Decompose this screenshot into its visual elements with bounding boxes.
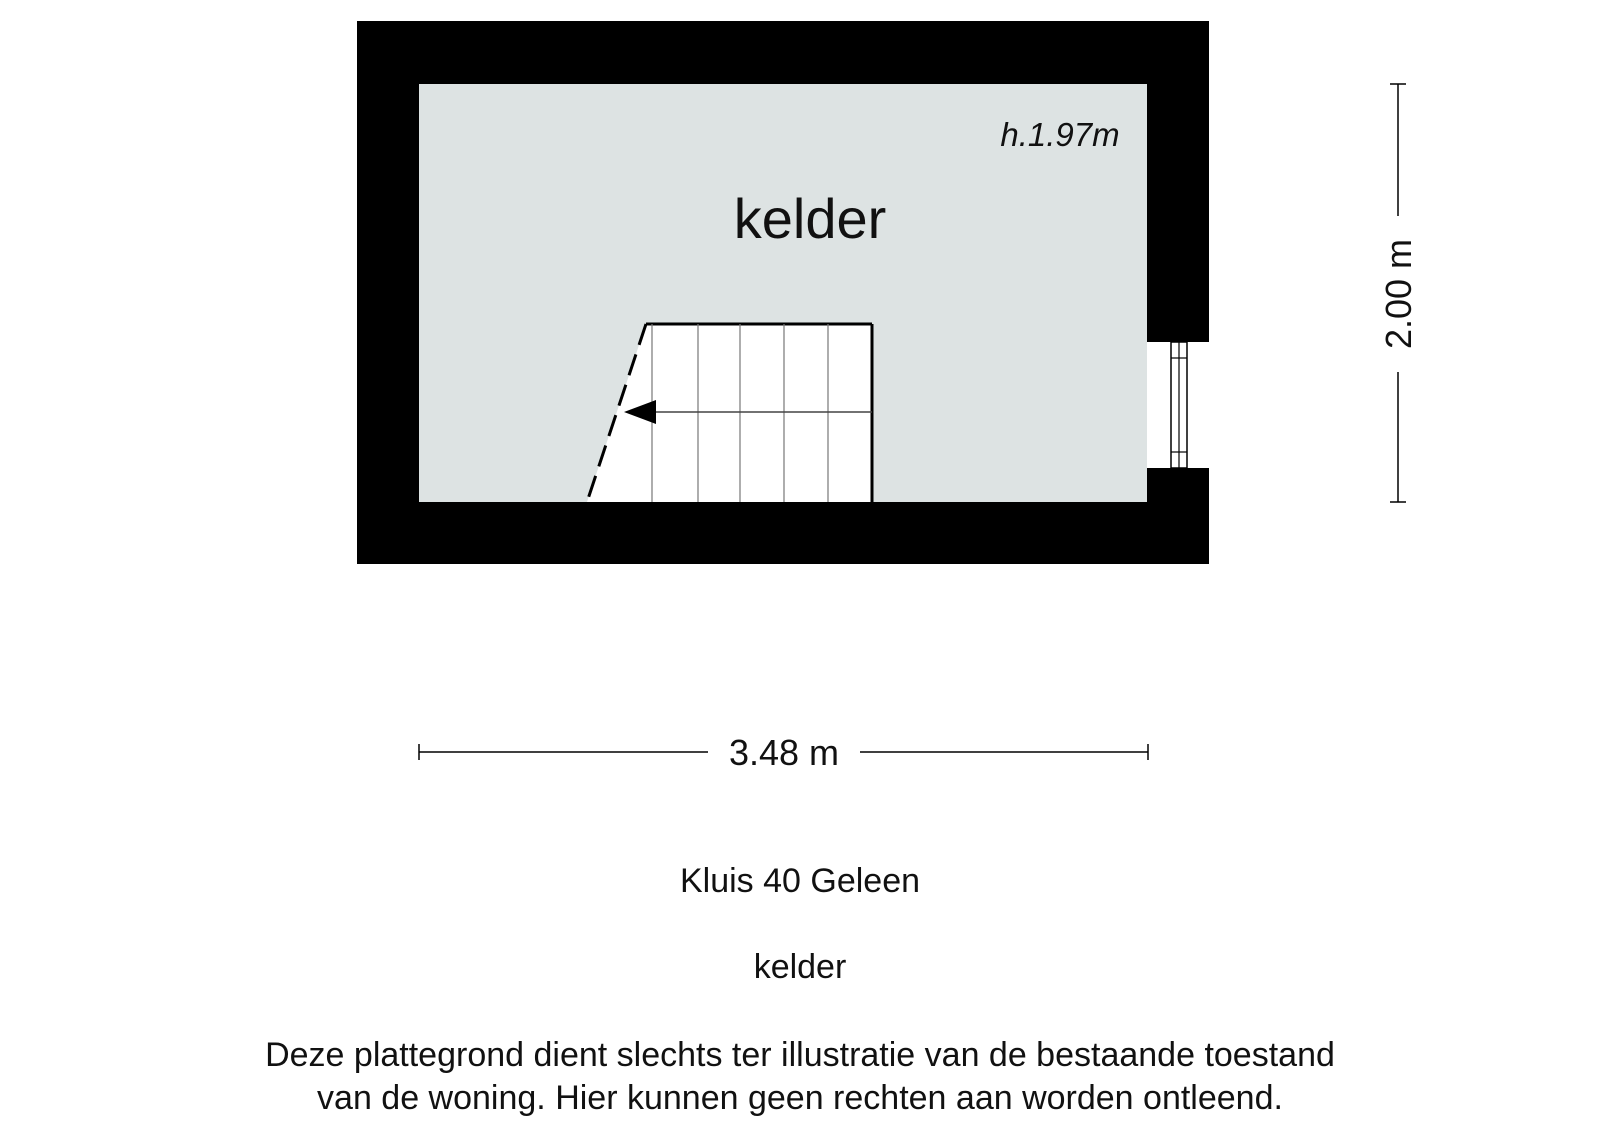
- depth-dimension: [1378, 84, 1419, 502]
- ceiling-height-label: h.1.97m: [1000, 116, 1120, 153]
- disclaimer-line: van de woning. Hier kunnen geen rechten aan worden ontleend.: [317, 1079, 1283, 1117]
- disclaimer: [0, 1034, 1600, 1120]
- width-dimension-label: 3.48 m: [728, 732, 840, 773]
- floor-caption: kelder: [753, 948, 847, 986]
- address-caption: Kluis 40 Geleen: [679, 862, 921, 900]
- room-label: kelder: [733, 187, 887, 250]
- window-icon: [1147, 342, 1210, 468]
- disclaimer-line: Deze plattegrond dient slechts ter illustratie van de bestaande toestand: [265, 1036, 1335, 1074]
- depth-dimension-label: 2.00 m: [1378, 238, 1419, 350]
- width-dimension: [419, 732, 1148, 773]
